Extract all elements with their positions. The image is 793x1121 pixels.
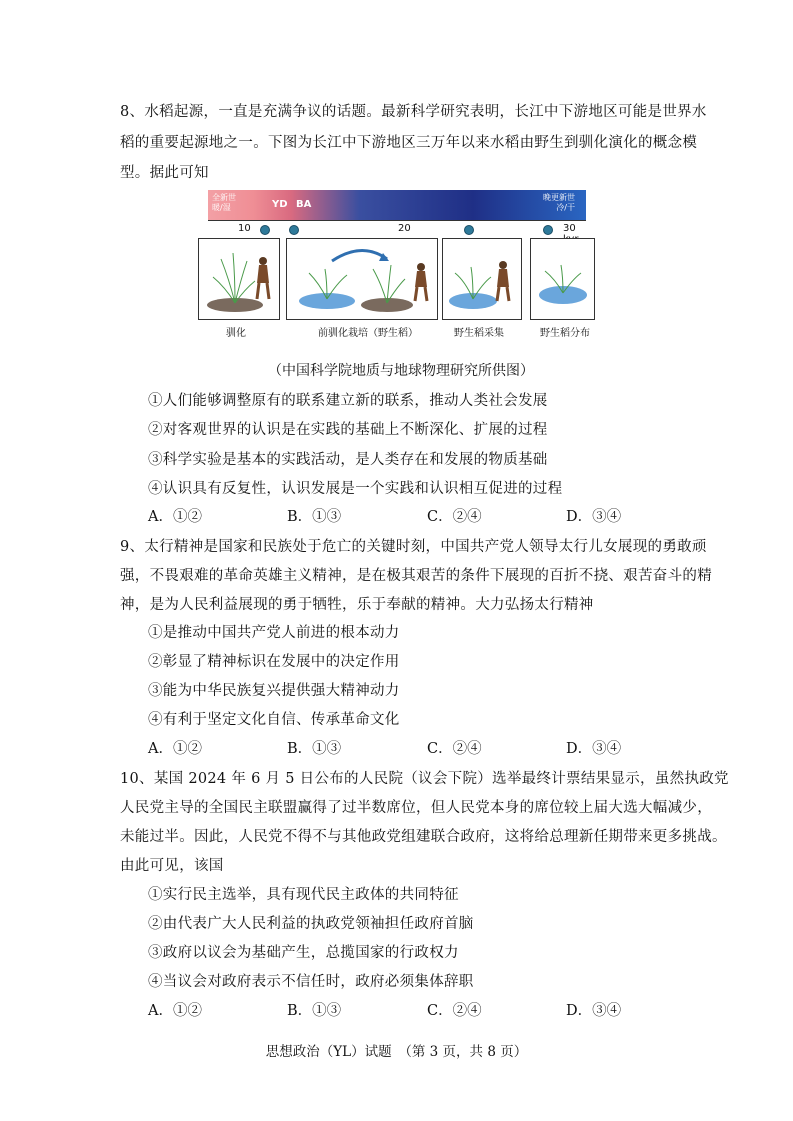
caption-wild-gathering: 野生稻采集 [454, 328, 504, 339]
rice-evolution-figure [198, 190, 593, 345]
q8-answer-b: B．①③ [287, 509, 342, 525]
tick-30: 30 [563, 223, 576, 234]
q10-stem-line-4: 由此可见，该国 [120, 858, 224, 874]
q10-answer-b: B．①③ [287, 1003, 342, 1019]
distribution-illustration [531, 239, 594, 319]
q9-option-1: ①是推动中国共产党人前进的根本动力 [148, 625, 400, 641]
q8-option-3: ③科学实验是基本的实践活动，是人类存在和发展的物质基础 [148, 452, 548, 468]
q10-option-3: ③政府以议会为基础产生，总揽国家的行政权力 [148, 945, 459, 961]
stage-marker [464, 225, 474, 235]
holocene-label: 全新世 暖/湿 [212, 193, 236, 212]
q8-option-4: ④认识具有反复性，认识发展是一个实践和认识相互促进的过程 [148, 481, 563, 497]
q10-stem-line-1: 10、某国 2024 年 6 月 5 日公布的人民院（议会下院）选举最终计票结果显示，虽然执政党 [120, 771, 729, 787]
q8-stem-line-3: 型。据此可知 [120, 165, 209, 181]
caption-wild-distribution: 野生稻分布 [540, 328, 590, 339]
q9-option-2: ②彰显了精神标识在发展中的决定作用 [148, 654, 400, 670]
q9-stem-line-2: 强，不畏艰难的革命英雄主义精神，是在极其艰苦的条件下展现的百折不挠、艰苦奋斗的精 [120, 568, 712, 584]
ba-label: BA [296, 199, 312, 210]
q10-stem-line-3: 未能过半。因此，人民党不得不与其他政党组建联合政府，这将给总理新任期带来更多挑战。 [120, 829, 727, 845]
pleistocene-label: 晚更新世 冷/干 [543, 193, 575, 212]
stage-marker [543, 225, 553, 235]
domestication-illustration [199, 239, 279, 319]
climate-timebar [208, 190, 586, 220]
q9-answer-a: A．①② [148, 741, 202, 757]
tick-20: 20 [398, 223, 411, 234]
q8-option-2: ②对客观世界的认识是在实践的基础上不断深化、扩展的过程 [148, 422, 548, 438]
q9-answer-b: B．①③ [287, 741, 342, 757]
q10-option-4: ④当议会对政府表示不信任时，政府必须集体辞职 [148, 974, 474, 990]
panel-wild-gathering [442, 238, 522, 320]
q9-option-3: ③能为中华民族复兴提供强大精神动力 [148, 683, 400, 699]
q10-answer-c: C．②④ [427, 1003, 482, 1019]
page-footer: 思想政治（YL）试题 （第 3 页，共 8 页） [265, 1044, 528, 1060]
caption-pre-domestication: 前驯化栽培（野生稻） [318, 328, 418, 339]
q10-option-1: ①实行民主选举，具有现代民主政体的共同特征 [148, 887, 459, 903]
yd-label: YD [272, 199, 288, 210]
q10-answer-a: A．①② [148, 1003, 202, 1019]
cultivation-illustration [287, 239, 437, 319]
q10-stem-line-2: 人民党主导的全国民主联盟赢得了过半数席位，但人民党本身的席位较上届大选大幅减少， [120, 800, 712, 816]
caption-domestication: 驯化 [226, 328, 246, 339]
panel-domestication [198, 238, 280, 320]
q9-stem-line-1: 9、太行精神是国家和民族处于危亡的关键时刻，中国共产党人领导太行儿女展现的勇敢顽 [120, 539, 707, 555]
q8-answer-c: C．②④ [427, 509, 482, 525]
panel-wild-distribution [530, 238, 595, 320]
q8-stem-line-1: 8、水稻起源，一直是充满争议的话题。最新科学研究表明，长江中下游地区可能是世界水 [120, 104, 707, 120]
q9-stem-line-3: 神，是为人民利益展现的勇于牺牲，乐于奉献的精神。大力弘扬太行精神 [120, 597, 594, 613]
q9-option-4: ④有利于坚定文化自信、传承革命文化 [148, 712, 400, 728]
figure-source: （中国科学院地质与地球物理研究所供图） [268, 363, 534, 379]
q8-answer-a: A．①② [148, 509, 202, 525]
gathering-illustration [443, 239, 521, 319]
q9-answer-c: C．②④ [427, 741, 482, 757]
q8-answer-d: D．③④ [566, 509, 622, 525]
stage-marker [289, 225, 299, 235]
q8-option-1: ①人们能够调整原有的联系建立新的联系，推动人类社会发展 [148, 393, 548, 409]
q10-option-2: ②由代表广大人民利益的执政党领袖担任政府首脑 [148, 916, 474, 932]
q8-stem-line-2: 稻的重要起源地之一。下图为长江中下游地区三万年以来水稻由野生到驯化演化的概念模 [120, 135, 698, 151]
stage-marker [260, 225, 270, 235]
panel-pre-domestication [286, 238, 438, 320]
q9-answer-d: D．③④ [566, 741, 622, 757]
tick-10: 10 [238, 223, 251, 234]
q10-answer-d: D．③④ [566, 1003, 622, 1019]
